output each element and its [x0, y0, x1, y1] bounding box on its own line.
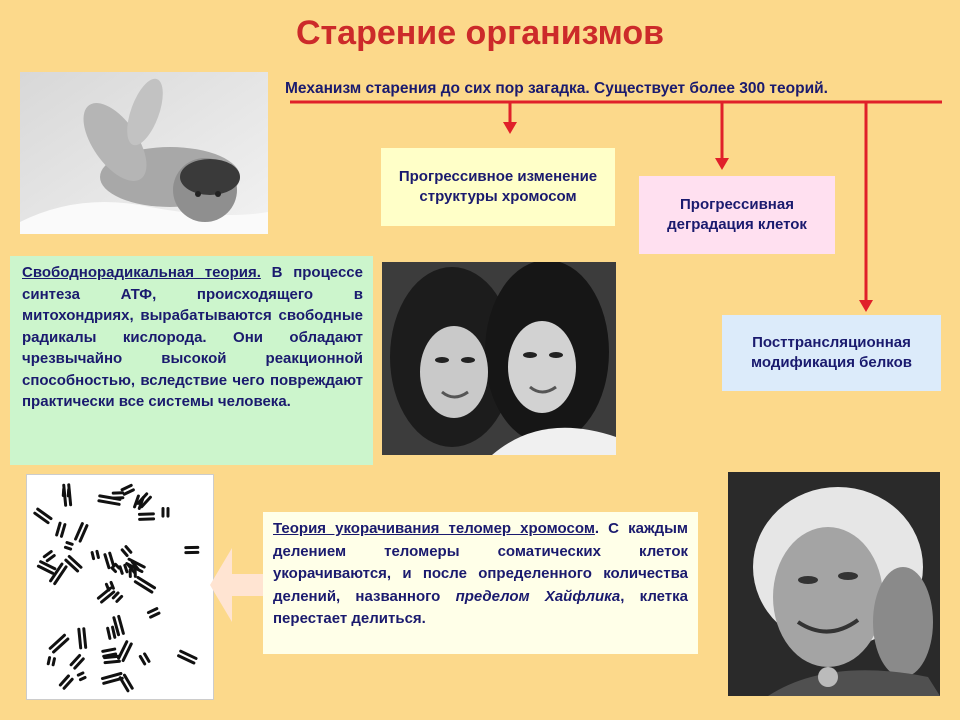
protein-modification-label: Посттрансляционная модификация белков [751, 334, 912, 371]
chromosome-mark [103, 551, 115, 569]
chromosome-mark [33, 507, 53, 525]
chromosome-mark [69, 653, 85, 670]
chromosome-mark [48, 633, 70, 654]
chromosome-structure-box [381, 148, 615, 226]
chromosome-mark [138, 652, 151, 666]
free-radical-theory-box [10, 256, 373, 465]
karyotype-image [26, 474, 214, 700]
pointer-arrow [210, 548, 268, 622]
chromosome-mark [120, 545, 133, 558]
chromosome-mark [90, 550, 100, 561]
chromosome-mark [118, 673, 134, 693]
chromosome-mark [146, 607, 161, 619]
chromosome-mark [133, 575, 156, 594]
chromosome-mark [177, 649, 198, 665]
chromosome-mark [138, 512, 155, 521]
free-radical-heading: Свободнорадикальная теория. [22, 264, 261, 281]
telomere-body-1: . С каждым делением теломеры соматических клеток укорачиваются, и после определенного количества делений, названного [273, 520, 689, 605]
chromosome-mark [64, 541, 75, 551]
subtitle: Механизм старения до сих пор загадка. Существует более 300 теорий. [285, 80, 828, 97]
chromosome-mark [184, 546, 199, 554]
chromosome-mark [55, 521, 67, 538]
chromosome-mark [120, 483, 135, 496]
chromosome-mark [76, 671, 87, 682]
chromosome-mark [46, 656, 56, 667]
cell-degradation-box [639, 176, 835, 254]
chromosome-mark [74, 522, 89, 543]
telomere-body-2: , клетка перестает делиться. [273, 587, 688, 627]
baby-photo [20, 72, 268, 234]
chromosome-mark [161, 507, 169, 518]
page-title: Старение организмов [295, 14, 665, 52]
telomere-heading: Теория укорачивания теломер хромосом [273, 520, 595, 537]
telomere-theory-box [263, 512, 698, 654]
protein-modification-box [722, 315, 941, 391]
hayflick-limit-term: пределом Хайфлика [455, 587, 621, 605]
young-women-photo [382, 262, 616, 455]
chromosome-mark [64, 554, 83, 573]
chromosome-mark [42, 549, 56, 562]
free-radical-body: В процессе синтеза АТФ, происходящего в митохондриях, вырабатываются свободные радикалы кислорода. Они обладают чрезвычайно высокой реакционной способностью, вследствие чего повреждают практически все системы человека. [22, 264, 363, 410]
chromosome-mark [58, 674, 74, 691]
chromosome-mark [106, 625, 117, 640]
elderly-woman-photo [728, 472, 940, 696]
chromosome-mark [77, 627, 87, 649]
chromosome-mark [97, 494, 122, 506]
cell-degradation-label: Прогрессивная деградация клеток [667, 196, 807, 233]
chromosome-structure-label: Прогрессивное изменение структуры хромосом [398, 168, 598, 205]
chromosome-mark [117, 640, 134, 663]
